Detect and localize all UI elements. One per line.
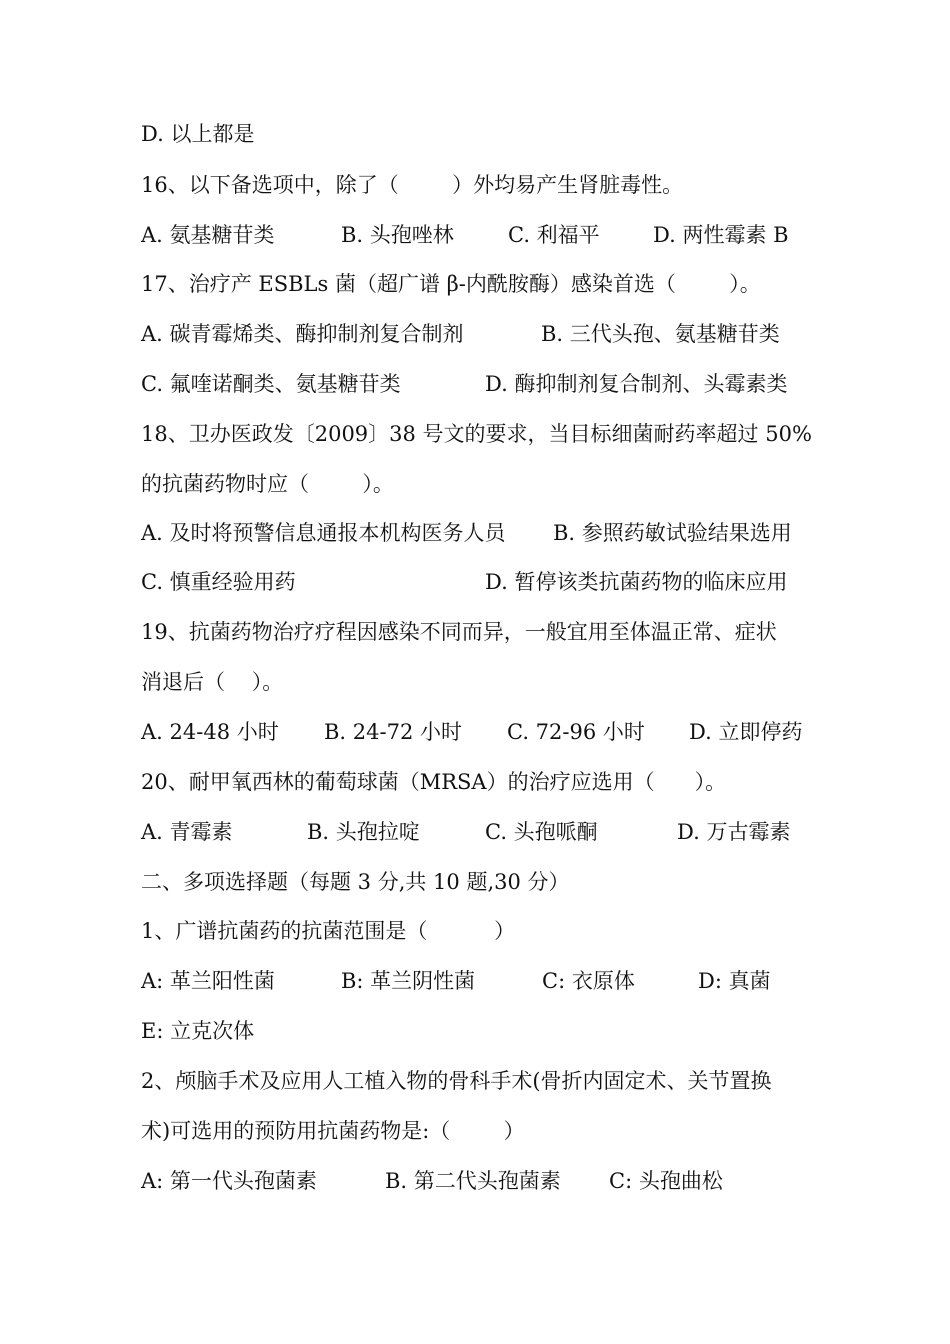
answer-option: B. 头孢拉啶: [307, 820, 420, 844]
text-line: E: 立克次体: [141, 1019, 255, 1043]
answer-option: C. 慎重经验用药: [141, 570, 296, 594]
text-line: 19、抗菌药物治疗疗程因感染不同而异，一般宜用至体温正常、症状: [141, 620, 777, 644]
answer-option: D. 两性霉素 B: [653, 223, 789, 247]
text-line: D. 以上都是: [141, 122, 255, 146]
answer-option: C. 72-96 小时: [507, 720, 645, 744]
answer-option: B: 革兰阴性菌: [341, 969, 476, 993]
answer-option: A. 碳青霉烯类、酶抑制剂复合制剂: [141, 322, 464, 346]
text-line: 的抗菌药物时应（ ）。: [141, 472, 394, 496]
answer-option: C: 头孢曲松: [609, 1169, 723, 1193]
answer-option: A: 第一代头孢菌素: [141, 1169, 317, 1193]
text-line: 18、卫办医政发〔2009〕38 号文的要求，当目标细菌耐药率超过 50%: [141, 422, 812, 446]
answer-option: C. 氟喹诺酮类、氨基糖苷类: [141, 372, 401, 396]
answer-option: D. 暂停该类抗菌药物的临床应用: [485, 570, 788, 594]
answer-option: A: 革兰阳性菌: [141, 969, 275, 993]
answer-option: D: 真菌: [698, 969, 771, 993]
answer-option: C: 衣原体: [542, 969, 635, 993]
answer-option: B. 24-72 小时: [324, 720, 462, 744]
text-line: 2、颅脑手术及应用人工植入物的骨科手术(骨折内固定术、关节置换: [141, 1069, 772, 1093]
answer-option: D. 立即停药: [689, 720, 803, 744]
answer-option: D. 万古霉素: [677, 820, 791, 844]
answer-option: A. 24-48 小时: [141, 720, 279, 744]
text-line: 16、以下备选项中，除了（ ）外均易产生肾脏毒性。: [141, 173, 684, 197]
text-line: 20、耐甲氧西林的葡萄球菌（MRSA）的治疗应选用（ ）。: [141, 770, 727, 794]
answer-option: B. 头孢唑林: [341, 223, 454, 247]
answer-option: B. 参照药敏试验结果选用: [553, 521, 792, 545]
text-line: 术)可选用的预防用抗菌药物是:（ ）: [141, 1119, 525, 1143]
answer-option: D. 酶抑制剂复合制剂、头霉素类: [485, 372, 788, 396]
text-line: 消退后（ ）。: [141, 670, 284, 694]
answer-option: A. 及时将预警信息通报本机构医务人员: [141, 521, 506, 545]
answer-option: C. 利福平: [508, 223, 600, 247]
answer-option: A. 青霉素: [141, 820, 233, 844]
answer-option: C. 头孢哌酮: [485, 820, 598, 844]
answer-option: B. 三代头孢、氨基糖苷类: [541, 322, 780, 346]
text-line: 1、广谱抗菌药的抗菌范围是（ ）: [141, 919, 516, 943]
answer-option: B. 第二代头孢菌素: [385, 1169, 561, 1193]
text-line: 二、多项选择题（每题 3 分,共 10 题,30 分）: [141, 870, 570, 894]
answer-option: A. 氨基糖苷类: [141, 223, 275, 247]
text-line: 17、治疗产 ESBLs 菌（超广谱 β-内酰胺酶）感染首选（ ）。: [141, 272, 761, 296]
